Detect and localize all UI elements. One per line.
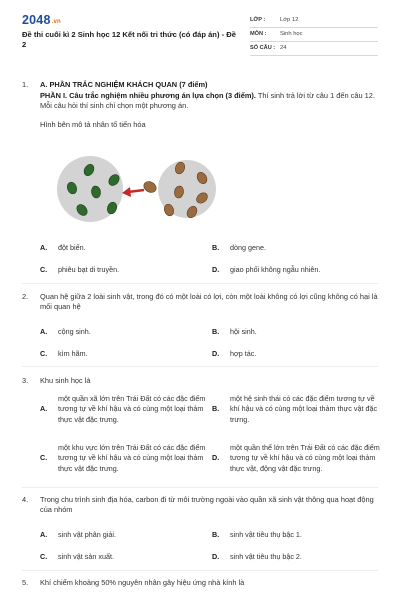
- option-b[interactable]: B. một hệ sinh thái có các đặc điểm tương tự về khí hậu và có cùng một loại thảm thực vật đặc trưng.: [212, 394, 378, 424]
- option-b[interactable]: B. dòng gene.: [212, 243, 266, 252]
- option-c[interactable]: C. sinh vật sản xuất.: [40, 552, 114, 561]
- question-number: 3.: [22, 376, 29, 385]
- option-a[interactable]: A. sinh vật phân giải.: [40, 530, 116, 539]
- gene-flow-illustration: [52, 152, 222, 227]
- exam-title: Đề thi cuối kì 2 Sinh học 12 Kết nối tri thức (có đáp án) - Đề 2: [22, 30, 236, 50]
- exam-header: [22, 12, 378, 60]
- divider: [22, 570, 378, 571]
- question-prompt: Quan hệ giữa 2 loài sinh vật, trong đó có một loài có lợi, còn một loài không có lợi cũng không có hại là mối quan hệ: [40, 292, 378, 311]
- migration-arrow-icon: [122, 187, 144, 197]
- divider: [22, 366, 378, 367]
- option-b[interactable]: B. sinh vật tiêu thụ bậc 1.: [212, 530, 302, 539]
- exam-meta: [250, 14, 378, 56]
- option-c[interactable]: C. phiêu bạt di truyền.: [40, 265, 120, 274]
- question-number: 2.: [22, 292, 29, 301]
- option-b[interactable]: B. hội sinh.: [212, 327, 257, 336]
- option-d[interactable]: D. một quần thể lớn trên Trái Đất có các đặc điểm tương tự về khí hậu và có cùng một loại thảm thực vật, động vật đặc trưng.: [212, 443, 380, 473]
- option-a[interactable]: A. đột biến.: [40, 243, 86, 252]
- question-prompt: Trong chu trình sinh địa hóa, carbon đi từ môi trường ngoài vào quần xã sinh vật thông qua hoạt động của nhóm: [40, 495, 374, 514]
- divider: [22, 283, 378, 284]
- question-prompt: Khí chiếm khoảng 50% nguyên nhân gây hiệu ứng nhà kính là: [40, 578, 245, 587]
- option-a[interactable]: A. cộng sinh.: [40, 327, 91, 336]
- question-1: [22, 80, 378, 280]
- section-heading: A. PHẦN TRẮC NGHIỆM KHÁCH QUAN (7 điểm): [40, 80, 208, 89]
- meta-class: LỚP : Lớp 12: [250, 14, 378, 28]
- option-a[interactable]: A. một quần xã lớn trên Trái Đất có các đặc điểm tương tự về khí hậu và có cùng một loại thảm thực vật đặc trưng.: [40, 394, 206, 424]
- question-5: [22, 578, 378, 594]
- part-instructions: PHẦN I. Câu trắc nghiệm nhiều phương án lựa chọn (3 điểm). Thí sinh trả lời từ câu 1 đến câu 12. Mỗi câu hỏi thí sinh chỉ chọn một phương án.: [40, 90, 375, 110]
- meta-subject: MÔN : Sinh học: [250, 28, 378, 42]
- option-d[interactable]: D. sinh vật tiêu thụ bậc 2.: [212, 552, 302, 561]
- question-number: 5.: [22, 578, 29, 587]
- option-c[interactable]: C. một khu vực lớn trên Trái Đất có các đặc điểm tương tự về khí hậu và có cùng một loại thảm thực vật đặc trưng.: [40, 443, 206, 473]
- option-d[interactable]: D. giao phối không ngẫu nhiên.: [212, 265, 321, 274]
- question-4: [22, 495, 378, 575]
- meta-question-count: SỐ CÂU : 24: [250, 42, 378, 56]
- question-3: [22, 376, 378, 496]
- divider: [22, 487, 378, 488]
- option-c[interactable]: C. kìm hãm.: [40, 349, 88, 358]
- site-logo[interactable]: 2048.vn: [22, 13, 61, 27]
- question-prompt: Hình bên mô tả nhân tố tiến hóa: [40, 119, 146, 129]
- question-prompt: Khu sinh học là: [40, 376, 91, 385]
- question-2: [22, 292, 378, 372]
- question-number: 1.: [22, 80, 29, 89]
- option-d[interactable]: D. hợp tác.: [212, 349, 257, 358]
- question-number: 4.: [22, 495, 29, 504]
